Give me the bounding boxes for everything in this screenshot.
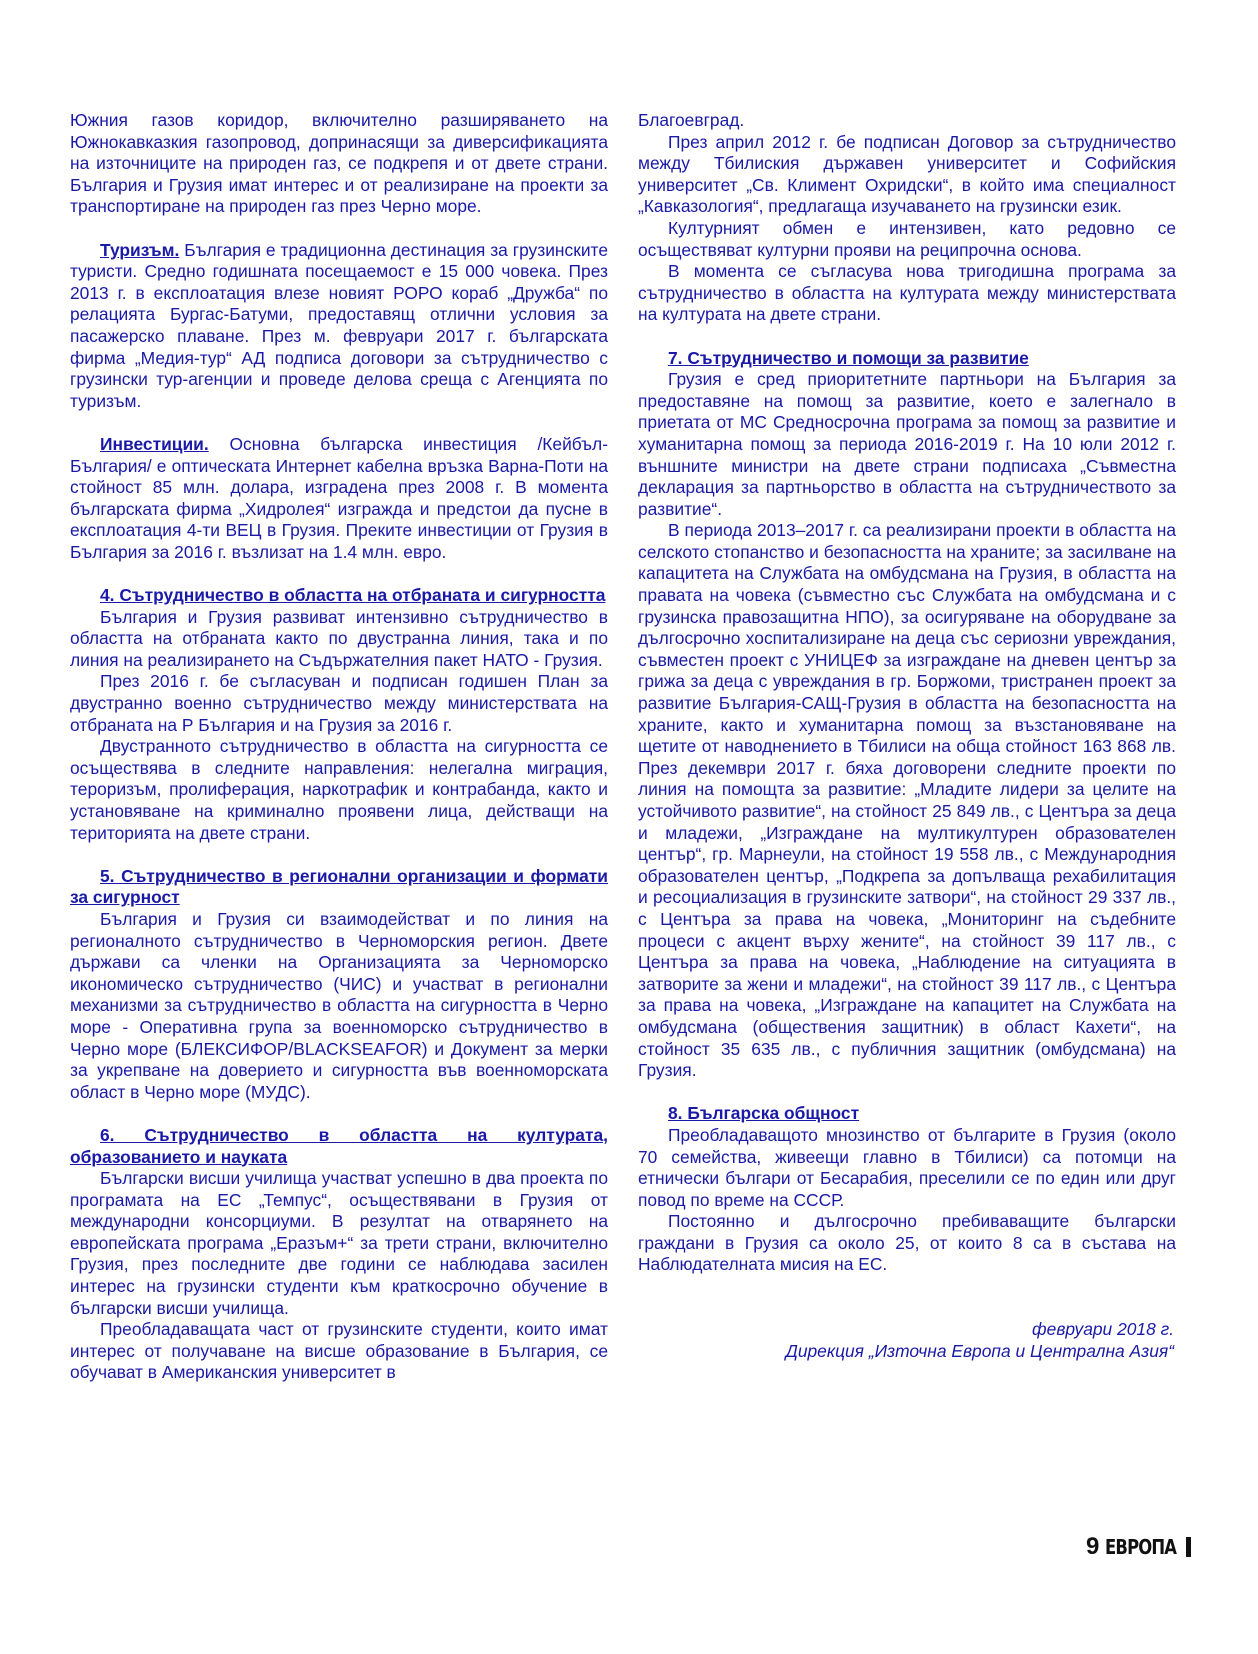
right-column	[638, 110, 1176, 1362]
section-6-paragraph-1: Български висши училища участват успешно в два проекта по програмата на ЕС „Темпус“, осъществявани в Грузия от международни консорциуми. В резултат на отварянето на европейската програма „Еразъм+“ за трети страни, включително Грузия, през последните две години се наблюдава засилен интерес на грузински студенти към краткосрочно обучение в български висши училища.	[70, 1168, 608, 1318]
section-4-paragraph-2: През 2016 г. бе съгласуван и подписан годишен План за двустранно военно сътрудничество между министерствата на отбраната на Р България и на Грузия за 2016 г.	[70, 671, 608, 735]
section-7-paragraph-1: Грузия е сред приоритетните партньори на България за предоставяне на помощ за развитие, което е залегнало в приетата от МС Средносрочна програма за помощ за развитие и хуманитарна помощ за периода 2016-2019 г. На 10 юли 2012 г. външните министри на двете страни подписаха „Съвместна декларация за партньорство в областта на сътрудничеството за развитие“.	[638, 369, 1176, 519]
culture-paragraph-2: Културният обмен е интензивен, като редовно се осъществяват културни прояви на реципрочна основа.	[638, 217, 1176, 260]
section-4-paragraph-3: Двустранното сътрудничество в областта на сигурността се осъществява в следните направления: нелегална миграция, тероризъм, пролиферация, наркотрафик и контрабанда, както и установяване на криминално проявени лица, действащи на територията на двете страни.	[70, 736, 608, 843]
investments-text: Основна българска инвестиция /Кейбъл-България/ е оптическата Интернет кабелна връзка Варна-Поти на стойност 85 млн. долара, изградена през 2008 г. В момента българската фирма „Хидролея“ изгражда и предстои да пусне в експлоатация 4-ти ВЕЦ в Грузия. Преките инвестиции от Грузия в България за 2016 г. възлизат на 1.4 млн. евро.	[70, 433, 608, 562]
investments-heading: Инвестиции.	[100, 433, 209, 454]
section-4-heading: 4. Сътрудничество в областта на отбраната и сигурността	[100, 585, 606, 606]
culture-paragraph-1: През април 2012 г. бе подписан Договор за сътрудничество между Тбилиския държавен университет и Софийския университет „Св. Климент Охридски“, в който има специалност „Кавказология“, предлагаща изучаването на грузински език.	[638, 131, 1176, 217]
signature-date: февруари 2018 г.	[1031, 1319, 1174, 1340]
magazine-logo: ЕВРОПА	[1105, 1535, 1177, 1559]
logo-bar-icon	[1186, 1537, 1191, 1557]
section-5-paragraph-1: България и Грузия си взаимодействат и по линия на регионалното сътрудничество в Черноморския регион. Двете държави са членки на Организацията за Черноморско икономическо сътрудничество (ЧИС) и участват в регионални механизми за сътрудничество в областта на сигурността в Черно море - Оперативна група за военноморско сътрудничество в Черно море (БЛЕКСИФОР/BLACKSEAFOR) и Документ за мерки за укрепване на доверието и сигурността във военноморската област в Черно море (МУДС).	[70, 908, 608, 1102]
section-5-heading: 5. Сътрудничество в регионални организации и формати за сигурност	[70, 865, 608, 908]
section-6-heading: 6. Сътрудничество в областта на културата, образованието и науката	[70, 1124, 608, 1167]
continuation-paragraph: Благоевград.	[638, 110, 745, 130]
culture-paragraph-3: В момента се съгласува нова тригодишна програма за сътрудничество в областта на културата между министерствата на културата на двете страни.	[638, 261, 1176, 325]
section-6-paragraph-2: Преобладаващата част от грузинските студенти, които имат интерес от получаване на висше образование в България, се обучават в Американския университет в	[70, 1319, 608, 1383]
tourism-heading: Туризъм.	[100, 239, 180, 260]
signature-author: Дирекция „Източна Европа и Централна Азия“	[785, 1340, 1174, 1361]
section-7-paragraph-2: В периода 2013–2017 г. са реализирани проекти в областта на селското стопанство и безопасността на храните; за засилване на капацитета на Службата на омбудсмана на Грузия, в областта на правата на човека (съвместно със Службата на омбудсмана и с грузинска правозащитна НПО), за осигуряване на оборудване за дългосрочно хоспитализиране на деца със сериозни увреждания, съвместен проект с УНИЦЕФ за изграждане на дневен център за грижа за деца с увреждания в гр. Боржоми, тристранен проект за развитие България-САЩ-Грузия в областта на безопасността на храните, както и хуманитарна помощ за възстановяване на щетите от наводнението в Тбилиси на обща стойност 163 868 лв. През декември 2017 г. бяха договорени следните проекти по линия на помощта за развитие: „Младите лидери за целите на устойчивото развитие“, на стойност 25 849 лв., с Центъра за деца и младежи, „Изграждане на мултикултурен образователен център“, гр. Марнеули, на стойност 19 558 лв., с Международния образователен център, „Подкрепа за допълваща рехабилитация и ресоциализация в грузинските затвори“, на стойност 29 337 лв., с Центъра за права на човека, „Мониторинг на съдебните процеси с акцент върху жените“, на стойност 39 117 лв., с Центъра за права на човека, „Наблюдение на ситуацията в затворите за жени и младежи“, на стойност 39 117 лв., с Центъра за права на човека, „Изграждане на капацитет на Службата на омбудсмана (обществения защитник) в област Кахети“, на стойност 35 635 лв., с публичния защитник (омбудсмана) на Грузия.	[638, 520, 1176, 1081]
page-number: 9	[1086, 1533, 1100, 1560]
section-4-paragraph-1: България и Грузия развиват интензивно сътрудничество в областта на отбраната както по двустранна линия, така и по линия на реализирането на Съдържателния пакет НАТО - Грузия.	[70, 606, 608, 670]
tourism-text: България е традиционна дестинация за грузинските туристи. Средно годишната посещаемост е 15 000 човека. През 2013 г. в експлоатация влезе новият РОРО кораб „Дружба“ по релацията Бургас-Батуми, предоставящ отлични условия за пасажерско плаване. През м. февруари 2017 г. българската фирма „Медия-тур“ АД подписа договори за сътрудничество с грузински тур-агенции и проведе делова среща с Агенцията по туризъм.	[70, 239, 608, 411]
section-7-heading: 7. Сътрудничество и помощи за развитие	[668, 347, 1029, 368]
gas-corridor-paragraph: Южния газов коридор, включително разширяването на Южнокавказкия газопровод, допринасящи за диверсификацията на източниците на природен газ, се подкрепя и от двете страни. България и Грузия имат интерес и от реализиране на проекти за транспортиране на природен газ през Черно море.	[70, 110, 608, 217]
section-8-heading: 8. Българска общност	[668, 1103, 860, 1124]
section-8-paragraph-1: Преобладаващото мнозинство от българите в Грузия (около 70 семейства, живеещи главно в Тбилиси) са потомци на етнически българи от Бесарабия, преселили се по един или друг повод по време на СССР.	[638, 1124, 1176, 1210]
investments-paragraph	[70, 434, 608, 564]
section-8-paragraph-2: Постоянно и дългосрочно пребиваващите български граждани в Грузия са около 25, от които 8 са в състава на Наблюдателната мисия на ЕС.	[638, 1211, 1176, 1275]
tourism-paragraph	[70, 240, 608, 413]
left-column	[70, 110, 608, 1384]
page-footer	[1086, 1534, 1191, 1560]
